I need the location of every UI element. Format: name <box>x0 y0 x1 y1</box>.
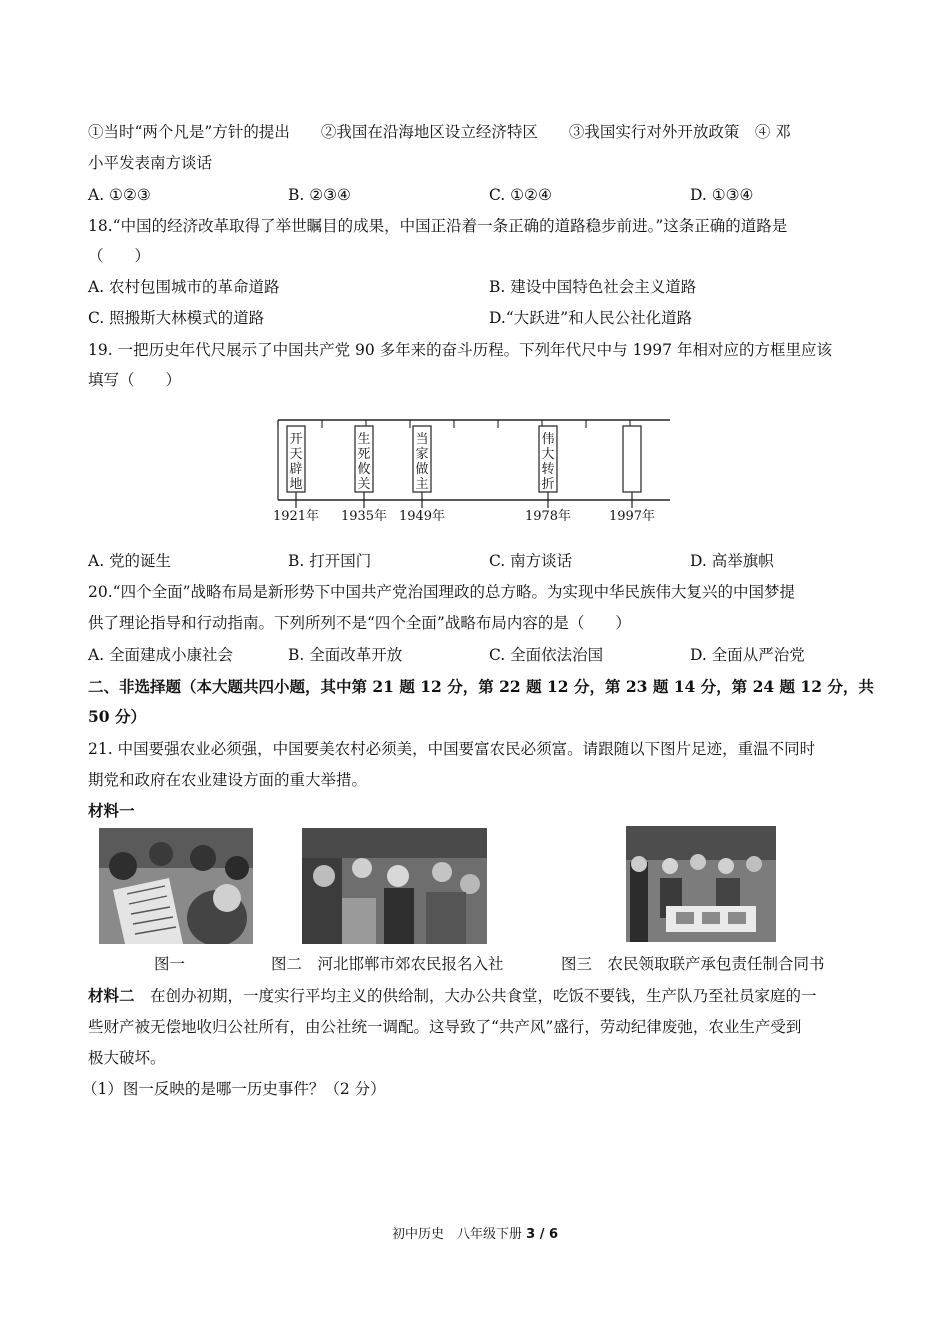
q17-option-a: A. ①②③ <box>88 186 151 204</box>
material2-line3: 极大破坏。 <box>88 1049 166 1067</box>
q21-stem-line2: 期党和政府在农业建设方面的重大举措。 <box>88 771 368 789</box>
timeline-box-char: 开 <box>289 432 303 447</box>
q18-stem-line2: （ ） <box>88 247 151 265</box>
q19-option-c: C. 南方谈话 <box>489 552 573 570</box>
footer-subject: 初中历史 八年级下册 <box>391 1227 522 1242</box>
photo-figure-3 <box>626 826 776 942</box>
q20-option-b: B. 全面改革开放 <box>288 646 403 664</box>
timeline-box-char: 大 <box>541 447 555 462</box>
page-footer <box>0 1226 950 1244</box>
q17-option-b: B. ②③④ <box>288 186 351 204</box>
caption-figure-3: 图三 农民领取联产承包责任制合同书 <box>561 955 825 973</box>
timeline-box-char: 天 <box>289 447 303 462</box>
q21-sub-question-1: （1）图一反映的是哪一历史事件？（2 分） <box>82 1080 386 1098</box>
timeline-year-2: 1935年 <box>340 509 388 524</box>
material2-label: 材料二 <box>88 986 135 1005</box>
timeline-box-char: 关 <box>357 477 371 492</box>
q19-option-a: A. 党的诞生 <box>88 552 172 570</box>
q19-stem-line1: 19. 一把历史年代尺展示了中国共产党 90 多年来的奋斗历程。下列年代尺中与 1997 年相对应的方框里应该 <box>88 341 832 359</box>
timeline-box-char: 辟 <box>289 462 303 477</box>
material2-line2: 些财产被无偿地收归公社所有，由公社统一调配。这导致了“共产风”盛行，劳动纪律废弛，农业生产受到 <box>88 1018 802 1036</box>
timeline-box-char: 地 <box>289 477 303 492</box>
timeline-year-3: 1949年 <box>398 509 446 524</box>
timeline-box-char: 折 <box>541 477 555 492</box>
material1-label: 材料一 <box>88 801 135 820</box>
q20-stem-line1: 20.“四个全面”战略布局是新形势下中国共产党治国理政的总方略。为实现中华民族伟大复兴的中国梦提 <box>88 583 796 601</box>
q20-option-d: D. 全面从严治党 <box>690 646 805 664</box>
timeline-box-char: 家 <box>415 447 429 462</box>
q20-stem-line2: 供了理论指导和行动指南。下列所列不是“四个全面”战略布局内容的是（ ） <box>88 614 631 632</box>
timeline-year-1: 1921年 <box>272 509 320 524</box>
q17-option-d: D. ①③④ <box>690 186 754 204</box>
section2-heading-line1: 二、非选择题（本大题共四小题，其中第 21 题 12 分，第 22 题 12 分，第 23 题 14 分，第 24 题 12 分，共 <box>88 677 874 696</box>
q18-option-b: B. 建设中国特色社会主义道路 <box>489 278 697 296</box>
timeline-box-5 <box>623 426 641 492</box>
q19-option-d: D. 高举旗帜 <box>690 552 774 570</box>
q19-stem-line2: 填写（ ） <box>88 371 182 389</box>
q20-option-c: C. 全面依法治国 <box>489 646 604 664</box>
q19-timeline-figure <box>272 416 672 528</box>
timeline-box-char: 攸 <box>357 462 371 477</box>
timeline-box-char: 伟 <box>541 432 555 447</box>
photo-figure-2 <box>302 828 487 944</box>
timeline-box-char: 主 <box>415 477 429 492</box>
q18-option-a: A. 农村包围城市的革命道路 <box>88 278 280 296</box>
timeline-year-5: 1997年 <box>608 509 656 524</box>
timeline-box-char: 死 <box>357 447 371 462</box>
material2-text-1: 在创办初期，一度实行平均主义的供给制，大办公共食堂，吃饭不要钱，生产队乃至社员家庭的一 <box>134 987 817 1005</box>
timeline-box-char: 转 <box>541 462 555 477</box>
q20-option-a: A. 全面建成小康社会 <box>88 646 234 664</box>
q17-statements-line1: ①当时“两个凡是”方针的提出 ②我国在沿海地区设立经济特区 ③我国实行对外开放政策 ④ 邓 <box>88 123 791 141</box>
timeline-box-char: 生 <box>357 432 371 447</box>
q19-option-b: B. 打开国门 <box>288 552 372 570</box>
q17-option-c: C. ①②④ <box>489 186 552 204</box>
footer-page-number: 3 / 6 <box>526 1227 559 1242</box>
caption-figure-1: 图一 <box>154 955 186 973</box>
timeline-box-char: 当 <box>415 432 429 447</box>
q18-stem-line1: 18.“中国的经济改革取得了举世瞩目的成果，中国正沿着一条正确的道路稳步前进。”这条正确的道路是 <box>88 217 788 235</box>
q17-statements-line2: 小平发表南方谈话 <box>88 154 213 172</box>
q18-option-c: C. 照搬斯大林模式的道路 <box>88 309 265 327</box>
timeline-box-char: 做 <box>415 462 429 477</box>
material2-line1 <box>88 986 817 1006</box>
caption-figure-2: 图二 河北邯郸市郊农民报名入社 <box>271 955 504 973</box>
q21-stem-line1: 21. 中国要强农业必须强，中国要美农村必须美，中国要富农民必须富。请跟随以下图片足迹，重温不同时 <box>88 740 816 758</box>
photo-figure-1 <box>99 828 253 944</box>
section2-heading-line2: 50 分） <box>88 707 146 726</box>
timeline-year-4: 1978年 <box>524 509 572 524</box>
q18-option-d: D.“大跃进”和人民公社化道路 <box>489 309 693 327</box>
